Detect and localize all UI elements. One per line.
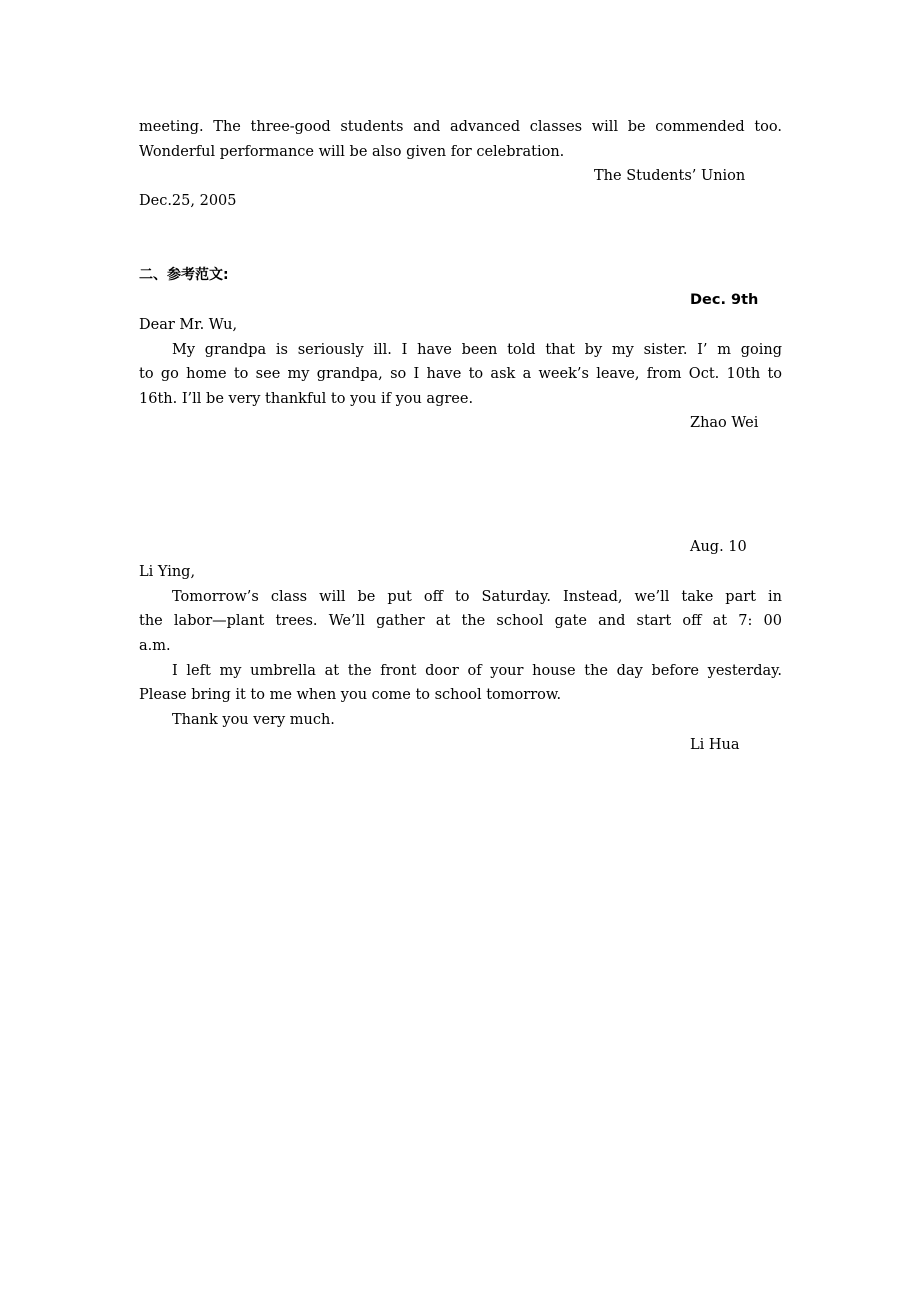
letter2-para2-line-1: I left my umbrella at the front door of your house the day before yesterday. bbox=[172, 663, 782, 679]
letter1-body-line-3: 16th. I’ll be very thankful to you if you agree. bbox=[139, 391, 474, 407]
letter2-salutation: Li Ying, bbox=[139, 564, 196, 580]
notice-signature: The Students’ Union bbox=[594, 168, 746, 184]
letter2-para1-line-3: a.m. bbox=[139, 638, 171, 654]
notice-line-2: Wonderful performance will be also given for celebration. bbox=[139, 144, 565, 160]
letter2-para1-line-2: the labor—plant trees. We’ll gather at the school gate and start off at 7: 00 bbox=[139, 613, 782, 629]
letter2-para2-line-2: Please bring it to me when you come to school tomorrow. bbox=[139, 687, 562, 703]
notice-line-1: meeting. The three-good students and advanced classes will be commended too. bbox=[139, 119, 782, 135]
notice-date: Dec.25, 2005 bbox=[139, 193, 237, 209]
letter2-date: Aug. 10 bbox=[690, 539, 747, 555]
letter1-signature: Zhao Wei bbox=[690, 415, 759, 431]
letter2-para1-line-1: Tomorrow’s class will be put off to Saturday. Instead, we’ll take part in bbox=[172, 589, 782, 605]
section-heading: 二、参考范文: bbox=[139, 267, 229, 283]
letter1-date: Dec. 9th bbox=[690, 292, 759, 308]
letter1-body-line-1: My grandpa is seriously ill. I have been told that by my sister. I’ m going bbox=[172, 342, 782, 358]
letter2-signature: Li Hua bbox=[690, 737, 740, 753]
letter1-salutation: Dear Mr. Wu, bbox=[139, 317, 238, 333]
letter2-para3: Thank you very much. bbox=[172, 712, 335, 728]
letter1-body-line-2: to go home to see my grandpa, so I have to ask a week’s leave, from Oct. 10th to bbox=[139, 366, 782, 382]
